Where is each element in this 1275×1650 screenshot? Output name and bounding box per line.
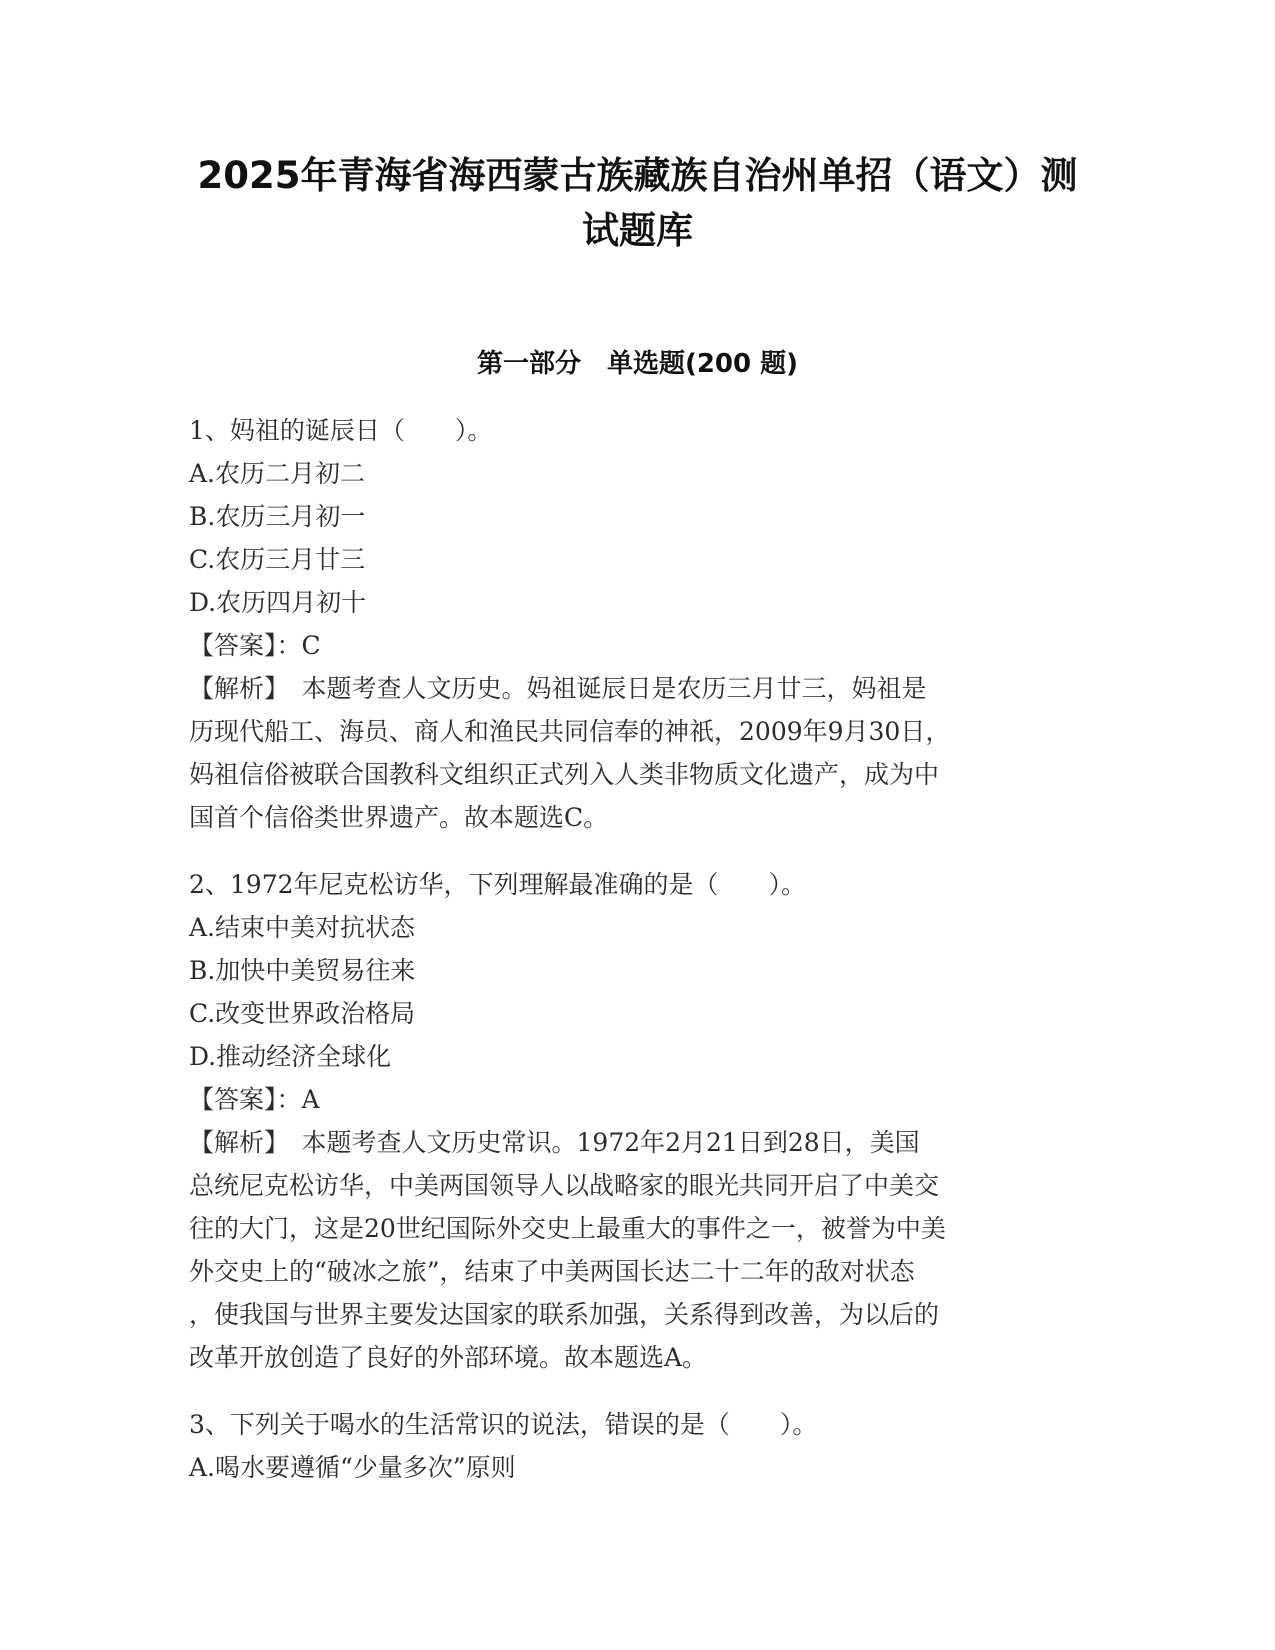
option-c: C.改变世界政治格局: [189, 999, 416, 1028]
question-3: [189, 1403, 1079, 1489]
question-stem: 3、下列关于喝水的生活常识的说法，错误的是（ ）。: [189, 1410, 818, 1439]
option-b: B.加快中美贸易往来: [189, 956, 416, 985]
section-heading: 第一部分 单选题(200 题): [476, 349, 799, 379]
analysis-line: 往的大门，这是20世纪国际外交史上最重大的事件之一，被誉为中美: [189, 1214, 946, 1243]
analysis-line: 妈祖信俗被联合国教科文组织正式列入人类非物质文化遗产，成为中: [189, 760, 940, 789]
question-spacer: [189, 839, 1079, 863]
question-1: [189, 409, 1079, 839]
question-stem: 1、妈祖的诞辰日（ ）。: [189, 416, 493, 445]
option-d: D.农历四月初十: [189, 588, 367, 617]
option-a: A.农历二月初二: [189, 459, 366, 488]
option-a: A.喝水要遵循“少量多次”原则: [189, 1453, 516, 1482]
document-title-line-1: 2025年青海省海西蒙古族藏族自治州单招（语文）测: [197, 154, 1078, 197]
analysis-line: 改革开放创造了良好的外部环境。故本题选A。: [189, 1343, 708, 1372]
option-b: B.农历三月初一: [189, 502, 366, 531]
analysis-line: 【解析】 本题考查人文历史常识。1972年2月21日到28日，美国: [189, 1128, 920, 1157]
analysis-line: 国首个信俗类世界遗产。故本题选C。: [189, 803, 609, 832]
analysis-line: 【解析】 本题考查人文历史。妈祖诞辰日是农历三月廿三，妈祖是: [189, 674, 927, 703]
analysis-line: 总统尼克松访华，中美两国领导人以战略家的眼光共同开启了中美交: [189, 1171, 940, 1200]
option-c: C.农历三月廿三: [189, 545, 366, 574]
question-list: [189, 409, 1079, 1489]
question-stem: 2、1972年尼克松访华，下列理解最准确的是（ ）。: [189, 870, 807, 899]
question-spacer: [189, 1379, 1079, 1403]
answer: 【答案】：C: [189, 631, 321, 660]
analysis-line: 外交史上的“破冰之旅”，结束了中美两国长达二十二年的敌对状态: [189, 1257, 915, 1286]
analysis-line: 历现代船工、海员、商人和渔民共同信奉的神祇，2009年9月30日，: [189, 717, 951, 746]
analysis-line: ，使我国与世界主要发达国家的联系加强，关系得到改善，为以后的: [189, 1300, 940, 1329]
document-title-line-2: 试题库: [582, 209, 693, 252]
option-a: A.结束中美对抗状态: [189, 913, 416, 942]
question-2: [189, 863, 1079, 1379]
option-d: D.推动经济全球化: [189, 1042, 392, 1071]
answer: 【答案】：A: [189, 1085, 320, 1114]
